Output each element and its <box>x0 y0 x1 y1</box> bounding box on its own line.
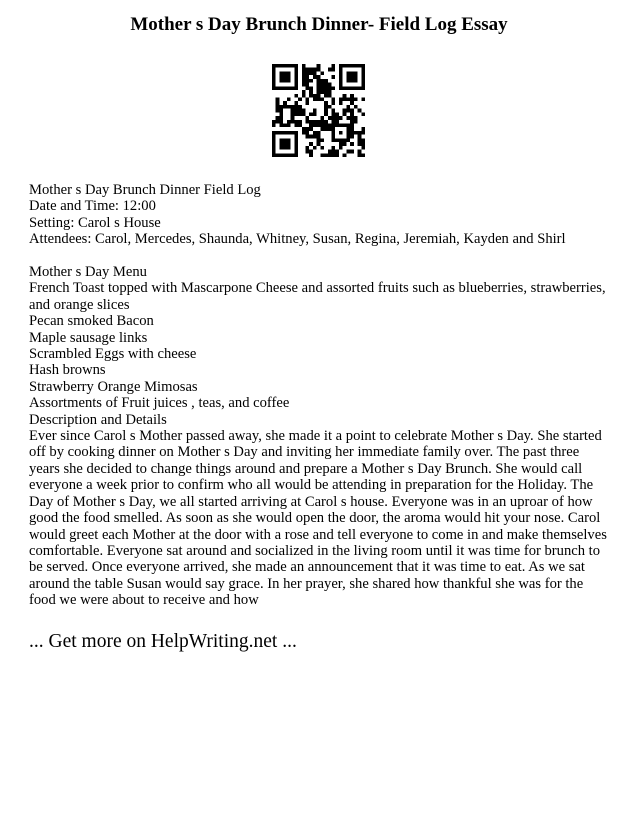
menu-item-french-toast: French Toast topped with Mascarpone Cheese and assorted fruits such as blueberries, strawberries, and orange slices <box>29 280 606 313</box>
qr-code-graphic <box>272 64 365 157</box>
description-heading: Description and Details <box>29 411 167 428</box>
document-title: Mother s Day Brunch Dinner- Field Log Essay <box>130 14 508 35</box>
get-more-link[interactable]: ... Get more on HelpWriting.net ... <box>29 631 297 652</box>
menu-heading: Mother s Day Menu <box>29 264 147 281</box>
menu-item: Strawberry Orange Mimosas <box>29 378 198 395</box>
menu-item: Pecan smoked Bacon <box>29 313 154 330</box>
menu-item: Maple sausage links <box>29 329 148 346</box>
qr-code-icon <box>272 64 365 157</box>
menu-item: Scrambled Eggs with cheese <box>29 346 197 363</box>
field-log-heading: Mother s Day Brunch Dinner Field Log <box>29 182 261 198</box>
section-spacer <box>29 248 609 264</box>
attendees-line: Attendees: Carol, Mercedes, Shaunda, Whitney, Susan, Regina, Jeremiah, Kayden and Shirl <box>29 231 566 248</box>
menu-item: Hash browns <box>29 362 106 379</box>
description-paragraph: Ever since Carol s Mother passed away, she made it a point to celebrate Mother s Day. She started off by cooking dinner on Mother s Day and inviting her immediate family over. The past three years she decided to change things around and prepare a Mother s Day Brunch. She would call everyone a week prior to confirm who all would be attending in preparation for the Holiday. The Day of Mother s Day, we all started arriving at Carol s house. Everyone was in an uproar of how good the food smelled. As soon as she would open the door, the aroma would hit your nose. Carol would greet each Mother at the door with a rose and tell everyone to come in and make themselves comfortable. Everyone sat around and socialized in the living room until it was time for brunch to be served. Once everyone arrived, she made an announcement that it was time to eat. As we sat around the table Susan would say grace. In her prayer, she shared how thankful she was for the food we were about to receive and how <box>29 428 607 609</box>
essay-body <box>29 182 609 609</box>
menu-item: Assortments of Fruit juices , teas, and coffee <box>29 395 290 412</box>
setting-line: Setting: Carol s House <box>29 214 161 231</box>
date-time-line: Date and Time: 12:00 <box>29 198 156 215</box>
